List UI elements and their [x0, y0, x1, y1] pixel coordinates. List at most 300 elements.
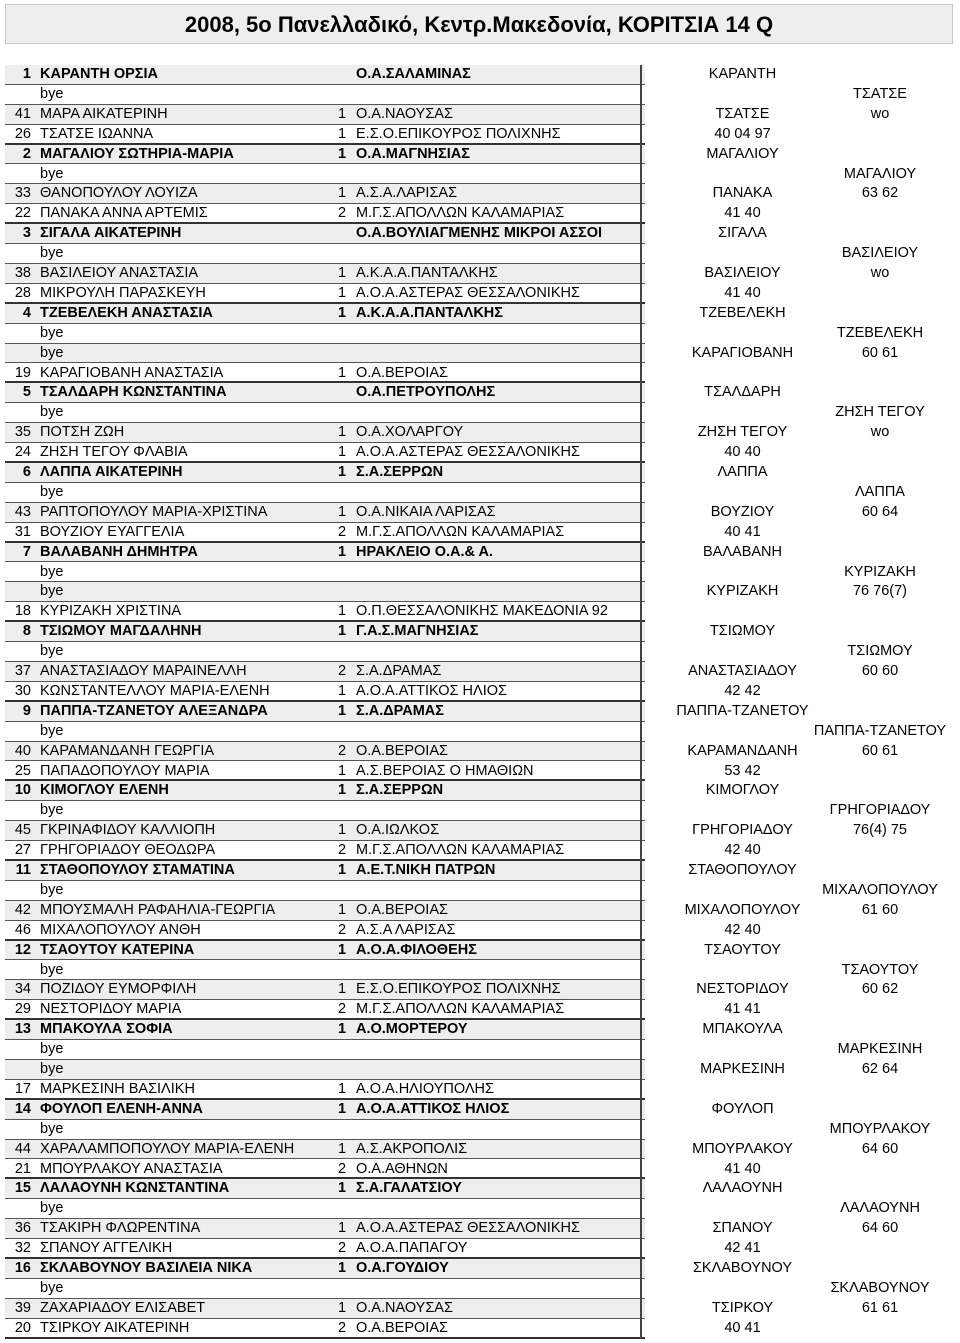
seed-number: 27: [14, 842, 31, 859]
player-name: bye: [40, 404, 64, 421]
player-name: ΠΑΝΑΚΑ ΑΝΝΑ ΑΡΤΕΜΙΣ: [40, 205, 208, 222]
draw-row: [5, 1120, 955, 1140]
round1-result: ΚΙΜΟΓΛΟΥ: [705, 782, 780, 799]
draw-row: [5, 204, 955, 224]
player-count: 1: [338, 623, 347, 640]
player-name: ΤΣΙΩΜΟΥ ΜΑΓΔΑΛΗΝΗ: [40, 623, 202, 640]
round1-result: ΝΕΣΤΟΡΙΔΟΥ: [696, 981, 789, 998]
player-name: ΤΣΑΛΔΑΡΗ ΚΩΝΣΤΑΝΤΙΝΑ: [40, 384, 227, 401]
seed-number: 16: [14, 1260, 31, 1276]
club-name: Α.Κ.Α.Α.ΠΑΝΤΑΛΚΗΣ: [356, 265, 498, 281]
player-name: ΚΩΝΣΤΑΝΤΕΛΛΟΥ ΜΑΡΙΑ-ΕΛΕΝΗ: [40, 682, 270, 699]
player-name: ΚΥΡΙΖΑΚΗ ΧΡΙΣΤΙΝΑ: [40, 603, 182, 620]
draw-row: [5, 921, 955, 941]
round1-result: ΒΑΛΑΒΑΝΗ: [703, 543, 782, 560]
round2-result: 63 62: [861, 185, 899, 202]
round2-result: 60 62: [861, 981, 899, 998]
draw-row: [5, 622, 955, 642]
player-count: 2: [338, 205, 347, 222]
draw-row: [5, 264, 955, 284]
player-name: ΠΑΠΠΑ-ΤΖΑΝΕΤΟΥ ΑΛΕΞΑΝΔΡΑ: [40, 702, 268, 719]
player-name: ΧΑΡΑΛΑΜΠΟΠΟΥΛΟΥ ΜΑΡΙΑ-ΕΛΕΝΗ: [40, 1140, 295, 1157]
club-name: Ο.Π.ΘΕΣΣΑΛΟΝΙΚΗΣ ΜΑΚΕΔΟΝΙΑ 92: [356, 603, 608, 620]
round1-result: ΒΟΥΖΙΟΥ: [710, 503, 775, 520]
player-count: 1: [338, 981, 347, 998]
draw-row: [5, 304, 955, 324]
round2-result: ΜΠΟΥΡΛΑΚΟΥ: [829, 1120, 931, 1137]
player-name: ΓΡΗΓΟΡΙΑΔΟΥ ΘΕΟΔΩΡΑ: [40, 842, 216, 859]
seed-number: 43: [14, 503, 31, 520]
club-name: Γ.Α.Σ.ΜΑΓΝΗΣΙΑΣ: [356, 623, 479, 640]
seed-number: 28: [14, 284, 31, 301]
player-name: ΒΑΛΑΒΑΝΗ ΔΗΜΗΤΡΑ: [40, 543, 198, 560]
draw-row: [5, 224, 955, 244]
round1-result: ΜΠΟΥΡΛΑΚΟΥ: [692, 1140, 793, 1157]
club-name: Α.Σ.Α.ΛΑΡΙΣΑΣ: [356, 185, 458, 202]
draw-row: [5, 523, 955, 543]
club-name: Α.Ο.Α.ΑΤΤΙΚΟΣ ΗΛΙΟΣ: [356, 682, 507, 699]
round1-result: ΤΣΙΩΜΟΥ: [709, 623, 776, 640]
seed-number: 42: [14, 901, 31, 918]
round1-result: ΦΟΥΛΟΠ: [711, 1100, 774, 1117]
round2-result: 64 60: [861, 1140, 899, 1157]
seed-number: 41: [14, 105, 31, 122]
draw-row: [5, 324, 955, 344]
club-name: Σ.Α.ΣΕΡΡΩΝ: [356, 464, 444, 480]
player-name: bye: [40, 1120, 64, 1137]
seed-number: 33: [14, 185, 31, 202]
player-name: ΣΙΓΑΛΑ ΑΙΚΑΤΕΡΙΝΗ: [40, 225, 182, 242]
player-name: ΜΑΡΑ ΑΙΚΑΤΕΡΙΝΗ: [40, 105, 168, 122]
draw-row: [5, 682, 955, 702]
draw-row: [5, 85, 955, 105]
draw-row: [5, 483, 955, 503]
seed-number: 7: [22, 543, 31, 560]
draw-row: [5, 543, 955, 563]
player-name: bye: [40, 324, 64, 341]
player-count: 1: [338, 682, 347, 699]
round2-result: ΚΥΡΙΖΑΚΗ: [844, 563, 916, 580]
draw-row: [5, 1239, 955, 1259]
seed-number: 25: [14, 762, 31, 779]
player-count: 2: [338, 1319, 347, 1336]
player-name: ΛΑΠΠΑ ΑΙΚΑΤΕΡΙΝΗ: [40, 464, 183, 480]
player-count: 1: [338, 901, 347, 918]
seed-number: 46: [14, 921, 31, 938]
club-name: Μ.Γ.Σ.ΑΠΟΛΛΩΝ ΚΑΛΑΜΑΡΙΑΣ: [356, 205, 565, 222]
player-name: bye: [40, 1279, 64, 1296]
player-name: ΠΑΠΑΔΟΠΟΥΛΟΥ ΜΑΡΙΑ: [40, 762, 210, 779]
seed-number: 38: [14, 265, 31, 281]
round1-result: ΚΑΡΑΝΤΗ: [708, 66, 777, 82]
round2-result: ΖΗΣΗ ΤΕΓΟΥ: [835, 404, 925, 421]
player-name: bye: [40, 722, 64, 739]
player-name: ΦΟΥΛΟΠ ΕΛΕΝΗ-ΑΝΝΑ: [40, 1100, 203, 1117]
player-name: ΜΠΟΥΣΜΑΛΗ ΡΑΦΑΗΛΙΑ-ΓΕΩΡΓΙΑ: [40, 901, 276, 918]
seed-number: 30: [14, 682, 31, 699]
player-count: 2: [338, 1240, 347, 1257]
round1-result: 40 04 97: [714, 125, 771, 142]
club-name: Σ.Α.ΣΕΡΡΩΝ: [356, 782, 444, 799]
player-count: 1: [338, 185, 347, 202]
draw-row: [5, 722, 955, 742]
seed-number: 19: [14, 364, 31, 381]
round2-result: 61 61: [861, 1299, 899, 1316]
draw-row: [5, 244, 955, 264]
draw-row: [5, 145, 955, 165]
round1-result: ΜΠΑΚΟΥΛΑ: [702, 1021, 783, 1038]
draw-row: [5, 702, 955, 722]
club-name: Ο.Α.ΒΕΡΟΙΑΣ: [356, 901, 448, 918]
draw-row: [5, 901, 955, 921]
draw-row: [5, 1179, 955, 1199]
player-name: ΝΕΣΤΟΡΙΔΟΥ ΜΑΡΙΑ: [40, 1001, 182, 1018]
player-name: ΠΟΖΙΔΟΥ ΕΥΜΟΡΦΙΛΗ: [40, 981, 197, 998]
seed-number: 40: [14, 742, 31, 759]
club-name: Ο.Α.ΧΟΛΑΡΓΟΥ: [356, 424, 464, 441]
round2-result: 60 64: [861, 503, 899, 520]
player-name: ΛΑΛΑΟΥΝΗ ΚΩΝΣΤΑΝΤΙΝΑ: [40, 1180, 230, 1197]
player-name: ΚΑΡΑΜΑΝΔΑΝΗ ΓΕΩΡΓΙΑ: [40, 742, 215, 759]
round2-result: 62 64: [861, 1061, 899, 1077]
club-name: Α.Ο.Α.ΑΤΤΙΚΟΣ ΗΛΙΟΣ: [356, 1100, 510, 1117]
player-name: ΚΙΜΟΓΛΟΥ ΕΛΕΝΗ: [40, 782, 169, 799]
draw-row: [5, 165, 955, 185]
player-name: ΘΑΝΟΠΟΥΛΟΥ ΛΟΥΙΖΑ: [40, 185, 198, 202]
round2-result: 60 61: [861, 742, 899, 759]
round2-result: wo: [870, 265, 890, 281]
seed-number: 45: [14, 822, 31, 839]
seed-number: 18: [14, 603, 31, 620]
club-name: Α.Σ.ΒΕΡΟΙΑΣ Ο ΗΜΑΘΙΩΝ: [356, 762, 534, 779]
player-name: ΑΝΑΣΤΑΣΙΑΔΟΥ ΜΑΡΑΙΝΕΛΛΗ: [40, 663, 247, 679]
club-name: Α.Κ.Α.Α.ΠΑΝΤΑΛΚΗΣ: [356, 304, 503, 321]
club-name: Ο.Α.ΣΑΛΑΜΙΝΑΣ: [356, 66, 471, 82]
club-name: Σ.Α.ΔΡΑΜΑΣ: [356, 702, 444, 719]
draw-row: [5, 642, 955, 662]
round1-result: ΜΑΡΚΕΣΙΝΗ: [700, 1061, 785, 1077]
club-name: Ο.Α.ΠΕΤΡΟΥΠΟΛΗΣ: [356, 384, 496, 401]
seed-number: 6: [22, 464, 31, 480]
round1-result: ΒΑΣΙΛΕΙΟΥ: [704, 265, 781, 281]
club-name: Μ.Γ.Σ.ΑΠΟΛΛΩΝ ΚΑΛΑΜΑΡΙΑΣ: [356, 523, 565, 540]
round1-result: ΤΣΑΟΥΤΟΥ: [704, 941, 781, 958]
seed-number: 2: [22, 145, 31, 162]
draw-row: [5, 1140, 955, 1160]
player-name: ΤΣΑΚΙΡΗ ΦΛΩΡΕΝΤΙΝΑ: [40, 1220, 201, 1237]
player-name: bye: [40, 344, 64, 361]
round2-result: ΤΣΙΩΜΟΥ: [847, 643, 913, 660]
round1-result: 42 42: [724, 682, 761, 699]
round1-result: ΛΑΛΑΟΥΝΗ: [702, 1180, 783, 1197]
round2-result: ΠΑΠΠΑ-ΤΖΑΝΕΤΟΥ: [813, 722, 947, 739]
club-name: Ο.Α.ΜΑΓΝΗΣΙΑΣ: [356, 145, 470, 162]
round2-result: ΤΖΕΒΕΛΕΚΗ: [836, 324, 924, 341]
draw-row: [5, 941, 955, 961]
player-count: 2: [338, 523, 347, 540]
seed-number: 15: [14, 1180, 31, 1197]
draw-row: [5, 1279, 955, 1299]
player-count: 1: [338, 125, 347, 142]
seed-number: 22: [14, 205, 31, 222]
club-name: Μ.Γ.Σ.ΑΠΟΛΛΩΝ ΚΑΛΑΜΑΡΙΑΣ: [356, 1001, 565, 1018]
draw-row: [5, 184, 955, 204]
seed-number: 31: [14, 523, 31, 540]
round1-result: ΜΑΓΑΛΙΟΥ: [706, 145, 779, 162]
draw-row: [5, 821, 955, 841]
draw-row: [5, 762, 955, 782]
seed-number: 4: [22, 304, 31, 321]
player-count: 1: [338, 364, 347, 381]
draw-row: [5, 65, 955, 85]
round2-result: ΤΣΑΤΣΕ: [853, 85, 907, 102]
player-name: ΓΚΡΙΝΑΦΙΔΟΥ ΚΑΛΛΙΟΠΗ: [40, 822, 216, 839]
round2-result: ΓΡΗΓΟΡΙΑΔΟΥ: [829, 802, 931, 819]
round2-result: 76(4) 75: [852, 822, 907, 839]
round1-result: 53 42: [724, 762, 761, 779]
draw-row: [5, 125, 955, 145]
player-name: ΤΣΑΤΣΕ ΙΩΑΝΝΑ: [40, 125, 154, 142]
seed-number: 14: [14, 1100, 31, 1117]
draw-row: [5, 403, 955, 423]
player-count: 1: [338, 424, 347, 441]
player-name: ΜΑΓΑΛΙΟΥ ΣΩΤΗΡΙΑ-ΜΑΡΙΑ: [40, 145, 234, 162]
round2-result: ΒΑΣΙΛΕΙΟΥ: [841, 245, 919, 262]
player-count: 1: [338, 1299, 347, 1316]
seed-number: 24: [14, 444, 31, 461]
player-count: 1: [338, 941, 347, 958]
round1-result: ΤΣΙΡΚΟΥ: [711, 1299, 774, 1316]
page-title: 2008, 5ο Πανελλαδικό, Κεντρ.Μακεδονία, ΚΟΡΙΤΣΙΑ 14 Q: [184, 12, 774, 37]
player-name: ΜΙΚΡΟΥΛΗ ΠΑΡΑΣΚΕΥΗ: [40, 284, 206, 301]
club-name: Ο.Α.ΒΕΡΟΙΑΣ: [356, 1319, 448, 1336]
player-count: 1: [338, 1021, 347, 1038]
player-name: bye: [40, 85, 64, 102]
player-name: bye: [40, 961, 64, 978]
player-count: 1: [338, 1100, 347, 1117]
player-count: 2: [338, 742, 347, 759]
round2-result: ΛΑΛΑΟΥΝΗ: [840, 1200, 920, 1217]
draw-row: [5, 781, 955, 801]
round1-result: ΚΥΡΙΖΑΚΗ: [706, 583, 779, 600]
round2-result: 64 60: [861, 1220, 899, 1237]
player-count: 1: [338, 145, 347, 162]
club-name: Α.Ο.ΜΟΡΤΕΡΟΥ: [356, 1021, 468, 1038]
draw-row: [5, 961, 955, 981]
draw-row: [5, 1040, 955, 1060]
player-name: bye: [40, 1061, 64, 1077]
draw-row: [5, 284, 955, 304]
club-name: Α.Ο.Α.ΗΛΙΟΥΠΟΛΗΣ: [356, 1080, 494, 1097]
seed-number: 12: [14, 941, 31, 958]
seed-number: 39: [14, 1299, 31, 1316]
round1-result: ΣΤΑΘΟΠΟΥΛΟΥ: [688, 862, 797, 878]
player-name: ΣΚΛΑΒΟΥΝΟΥ ΒΑΣΙΛΕΙΑ ΝΙΚΑ: [40, 1260, 253, 1276]
draw-row: [5, 1100, 955, 1120]
player-count: 1: [338, 603, 347, 620]
player-count: 1: [338, 822, 347, 839]
draw-row: [5, 383, 955, 403]
seed-number: 36: [14, 1220, 31, 1237]
club-name: Α.Σ.ΑΚΡΟΠΟΛΙΣ: [356, 1140, 468, 1157]
draw-row: [5, 1160, 955, 1180]
draw-row: [5, 1199, 955, 1219]
round1-result: 42 40: [724, 842, 761, 859]
club-name: Ο.Α.ΙΩΛΚΟΣ: [356, 822, 440, 839]
player-name: bye: [40, 165, 64, 182]
player-count: 1: [338, 702, 347, 719]
draw-row: [5, 602, 955, 622]
round1-result: ΤΣΑΤΣΕ: [715, 105, 770, 122]
round2-result: ΜΑΓΑΛΙΟΥ: [843, 165, 917, 182]
seed-number: 13: [14, 1021, 31, 1038]
round1-result: ΖΗΣΗ ΤΕΓΟΥ: [697, 424, 788, 441]
player-count: 1: [338, 105, 347, 122]
round1-result: 40 41: [724, 1319, 761, 1336]
draw-row: [5, 463, 955, 483]
club-name: Ε.Σ.Ο.ΕΠΙΚΟΥΡΟΣ ΠΟΛΙΧΝΗΣ: [356, 125, 561, 142]
round2-result: wo: [870, 105, 890, 122]
club-name: Ο.Α.ΓΟΥΔΙΟΥ: [356, 1260, 449, 1276]
draw-row: [5, 1000, 955, 1020]
player-name: ΡΑΠΤΟΠΟΥΛΟΥ ΜΑΡΙΑ-ΧΡΙΣΤΙΝΑ: [40, 503, 268, 520]
player-count: 2: [338, 921, 347, 938]
round2-result: ΛΑΠΠΑ: [855, 483, 905, 500]
club-name: Α.Ο.Α.ΑΣΤΕΡΑΣ ΘΕΣΣΑΛΟΝΙΚΗΣ: [356, 284, 580, 301]
seed-number: 29: [14, 1001, 31, 1018]
player-count: 2: [338, 842, 347, 859]
round1-result: ΠΑΝΑΚΑ: [712, 185, 773, 202]
draw-row: [5, 105, 955, 125]
player-name: bye: [40, 881, 64, 898]
round1-result: 41 40: [724, 205, 761, 222]
player-name: ΒΟΥΖΙΟΥ ΕΥΑΓΓΕΛΙΑ: [40, 523, 185, 540]
player-name: ΜΠΟΥΡΛΑΚΟΥ ΑΝΑΣΤΑΣΙΑ: [40, 1160, 223, 1177]
draw-row: [5, 841, 955, 861]
seed-number: 37: [14, 663, 31, 679]
draw-row: [5, 1219, 955, 1239]
round1-result: ΓΡΗΓΟΡΙΑΔΟΥ: [692, 822, 793, 839]
club-name: Ο.Α.ΝΑΟΥΣΑΣ: [356, 105, 453, 122]
seed-number: 10: [14, 782, 31, 799]
player-count: 1: [338, 862, 347, 878]
player-count: 1: [338, 1080, 347, 1097]
player-name: ΚΑΡΑΝΤΗ ΟΡΣΙΑ: [40, 66, 158, 82]
player-count: 2: [338, 1160, 347, 1177]
club-name: Α.Ε.Τ.ΝΙΚΗ ΠΑΤΡΩΝ: [356, 862, 496, 878]
draw-row: [5, 881, 955, 901]
club-name: ΗΡΑΚΛΕΙΟ Ο.Α.& Α.: [356, 543, 493, 560]
round1-result: ΣΠΑΝΟΥ: [712, 1220, 773, 1237]
draw-row: [5, 423, 955, 443]
player-name: bye: [40, 245, 64, 262]
club-name: Α.Ο.Α.ΑΣΤΕΡΑΣ ΘΕΣΣΑΛΟΝΙΚΗΣ: [356, 1220, 580, 1237]
player-count: 1: [338, 1140, 347, 1157]
seed-number: 17: [14, 1080, 31, 1097]
seed-number: 21: [14, 1160, 31, 1177]
seed-number: 3: [22, 225, 31, 242]
player-name: ΠΟΤΣΗ ΖΩΗ: [40, 424, 125, 441]
player-name: ΤΣΙΡΚΟΥ ΑΙΚΑΤΕΡΙΝΗ: [40, 1319, 190, 1336]
draw-row: [5, 1020, 955, 1040]
player-name: ΣΤΑΘΟΠΟΥΛΟΥ ΣΤΑΜΑΤΙΝΑ: [40, 862, 235, 878]
player-count: 1: [338, 284, 347, 301]
draw-row: [5, 980, 955, 1000]
player-count: 1: [338, 464, 347, 480]
club-name: Ο.Α.ΑΘΗΝΩΝ: [356, 1160, 448, 1177]
round1-result: 41 40: [724, 284, 761, 301]
player-name: ΤΣΑΟΥΤΟΥ ΚΑΤΕΡΙΝΑ: [40, 941, 195, 958]
draw-row: [5, 1080, 955, 1100]
player-name: ΖΗΣΗ ΤΕΓΟΥ ΦΛΑΒΙΑ: [40, 444, 188, 461]
player-name: bye: [40, 583, 64, 600]
seed-number: 26: [14, 125, 31, 142]
player-count: 1: [338, 444, 347, 461]
round1-result: 40 40: [724, 444, 761, 461]
club-name: Ο.Α.ΒΕΡΟΙΑΣ: [356, 742, 448, 759]
round1-result: ΤΣΑΛΔΑΡΗ: [704, 384, 781, 401]
draw-row: [5, 861, 955, 881]
player-name: ΒΑΣΙΛΕΙΟΥ ΑΝΑΣΤΑΣΙΑ: [40, 265, 199, 281]
draw-row: [5, 443, 955, 463]
seed-number: 32: [14, 1240, 31, 1257]
round2-result: 60 61: [861, 344, 899, 361]
draw-row: [5, 1319, 955, 1339]
seed-number: 35: [14, 424, 31, 441]
club-name: Ο.Α.ΝΑΟΥΣΑΣ: [356, 1299, 453, 1316]
seed-number: 20: [14, 1319, 31, 1336]
draw-row: [5, 1259, 955, 1279]
club-name: Ο.Α.ΒΟΥΛΙΑΓΜΕΝΗΣ ΜΙΚΡΟΙ ΑΣΣΟΙ: [356, 225, 603, 242]
draw-row: [5, 364, 955, 384]
player-name: ΖΑΧΑΡΙΑΔΟΥ ΕΛΙΣΑΒΕΤ: [40, 1299, 206, 1316]
seed-number: 5: [22, 384, 31, 401]
round2-result: ΜΙΧΑΛΟΠΟΥΛΟΥ: [822, 881, 938, 898]
club-name: Α.Ο.Α.ΦΙΛΟΘΕΗΣ: [356, 941, 477, 958]
round2-result: wo: [870, 424, 890, 441]
seed-number: 1: [22, 66, 31, 82]
seed-number: 9: [22, 702, 31, 719]
round1-result: 41 40: [724, 1160, 761, 1177]
player-name: bye: [40, 563, 64, 580]
round1-result: ΑΝΑΣΤΑΣΙΑΔΟΥ: [688, 663, 797, 679]
draw-row: [5, 1060, 955, 1080]
club-name: Ο.Α.ΒΕΡΟΙΑΣ: [356, 364, 448, 381]
player-count: 1: [338, 762, 347, 779]
player-count: 1: [338, 304, 347, 321]
player-name: ΚΑΡΑΓΙΟΒΑΝΗ ΑΝΑΣΤΑΣΙΑ: [40, 364, 224, 381]
round2-result: ΣΚΛΑΒΟΥΝΟΥ: [830, 1279, 930, 1296]
player-name: bye: [40, 643, 64, 660]
club-name: Σ.Α.ΔΡΑΜΑΣ: [356, 663, 442, 679]
player-count: 1: [338, 1220, 347, 1237]
draw-row: [5, 662, 955, 682]
seed-number: 8: [22, 623, 31, 640]
seed-number: 11: [15, 862, 31, 878]
draw-row: [5, 1299, 955, 1319]
round2-result: 76 76(7): [852, 583, 907, 600]
player-count: 2: [338, 663, 347, 679]
round1-result: 40 41: [724, 523, 761, 540]
player-name: ΣΠΑΝΟΥ ΑΓΓΕΛΙΚΗ: [40, 1240, 173, 1257]
player-count: 1: [338, 782, 347, 799]
draw-row: [5, 563, 955, 583]
player-name: ΜΙΧΑΛΟΠΟΥΛΟΥ ΑΝΘΗ: [40, 921, 201, 938]
draw-row: [5, 503, 955, 523]
title-bar: [5, 4, 953, 44]
round2-result: 61 60: [861, 901, 899, 918]
round1-result: ΜΙΧΑΛΟΠΟΥΛΟΥ: [684, 901, 801, 918]
